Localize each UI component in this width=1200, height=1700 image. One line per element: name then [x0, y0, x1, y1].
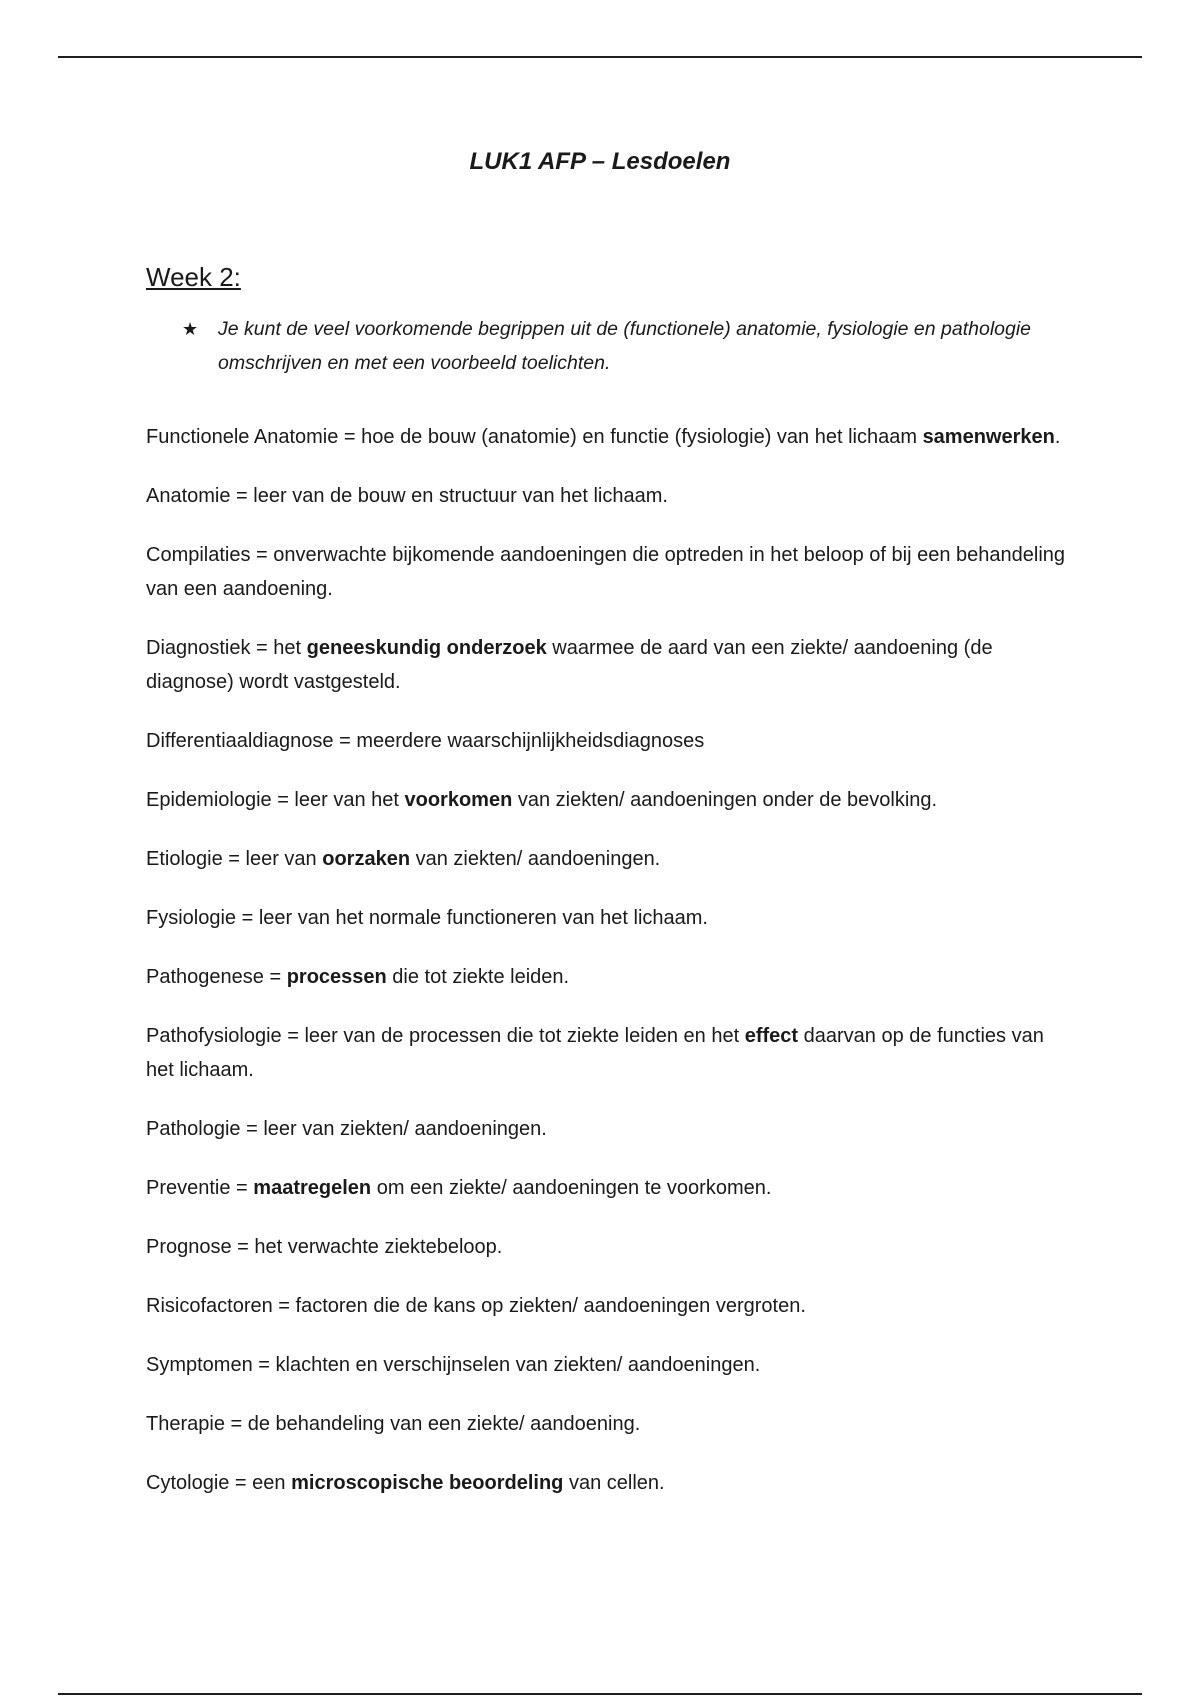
top-rule [58, 56, 1142, 58]
definition-prognose: Prognose = het verwachte ziektebeloop. [146, 1236, 503, 1258]
definition-compilaties: Compilaties = onverwachte bijkomende aandoeningen die optreden in het beloop of bij een behandeling van een aandoening. [146, 544, 1066, 600]
definition-preventie: Preventie = maatregelen om een ziekte/ aandoeningen te voorkomen. [146, 1177, 772, 1199]
page-title: LUK1 AFP – Lesdoelen [469, 148, 731, 175]
definition-differentiaaldiagnose: Differentiaaldiagnose = meerdere waarschijnlijkheidsdiagnoses [146, 730, 705, 752]
learning-goal-text: Je kunt de veel voorkomende begrippen uit de (functionele) anatomie, fysiologie en pathologie omschrijven en met een voorbeeld toelichten. [218, 318, 1032, 374]
definition-cytologie: Cytologie = een microscopische beoordeling van cellen. [146, 1472, 665, 1494]
star-icon: ★ [182, 319, 199, 339]
week-heading: Week 2: [146, 262, 241, 292]
learning-goal [182, 312, 1062, 380]
definition-pathologie: Pathologie = leer van ziekten/ aandoeningen. [146, 1118, 547, 1140]
bottom-rule [58, 1693, 1142, 1695]
definition-fysiologie: Fysiologie = leer van het normale functioneren van het lichaam. [146, 907, 708, 929]
definition-functionele-anatomie: Functionele Anatomie = hoe de bouw (anatomie) en functie (fysiologie) van het lichaam samenwerken. [146, 426, 1061, 448]
definition-symptomen: Symptomen = klachten en verschijnselen van ziekten/ aandoeningen. [146, 1354, 761, 1376]
definition-risicofactoren: Risicofactoren = factoren die de kans op ziekten/ aandoeningen vergroten. [146, 1295, 806, 1317]
definition-list [146, 420, 1066, 1525]
definition-epidemiologie: Epidemiologie = leer van het voorkomen van ziekten/ aandoeningen onder de bevolking. [146, 789, 938, 811]
definition-pathogenese: Pathogenese = processen die tot ziekte leiden. [146, 966, 570, 988]
definition-anatomie: Anatomie = leer van de bouw en structuur van het lichaam. [146, 485, 668, 507]
definition-etiologie: Etiologie = leer van oorzaken van ziekten/ aandoeningen. [146, 848, 661, 870]
definition-therapie: Therapie = de behandeling van een ziekte/ aandoening. [146, 1413, 641, 1435]
definition-pathofysiologie: Pathofysiologie = leer van de processen die tot ziekte leiden en het effect daarvan op de functies van het lichaam. [146, 1025, 1044, 1081]
definition-diagnostiek: Diagnostiek = het geneeskundig onderzoek waarmee de aard van een ziekte/ aandoening (de diagnose) wordt vastgesteld. [146, 637, 993, 693]
